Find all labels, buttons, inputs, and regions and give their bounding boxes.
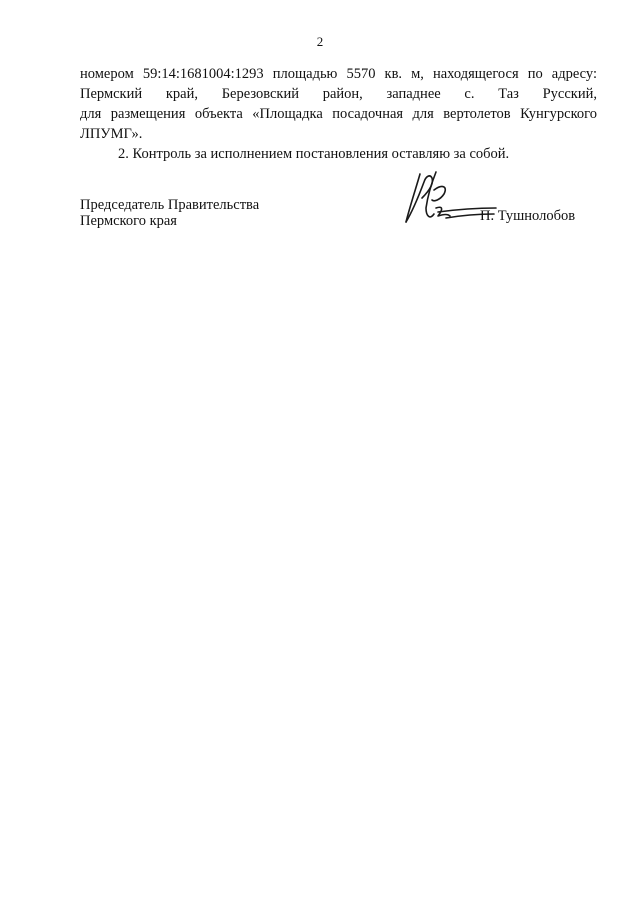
signatory-title: [80, 197, 259, 229]
paragraph-line: номером 59:14:1681004:1293 площадью 5570 кв. м, находящегося по адресу:: [80, 66, 597, 82]
paragraph-line: для размещения объекта «Площадка посадочная для вертолетов Кунгурского: [80, 106, 597, 122]
paragraph-line: 2. Контроль за исполнением постановления оставляю за собой.: [118, 146, 510, 162]
paragraph-line: Пермский край, Березовский район, западнее с. Таз Русский,: [80, 86, 597, 102]
signatory-name: П. Тушнолобов: [480, 208, 576, 224]
page-number: 2: [316, 34, 324, 49]
paragraph-line: ЛПУМГ».: [80, 126, 143, 142]
signatory-title-line: Председатель Правительства: [80, 197, 260, 213]
paragraph-control-clause: [118, 144, 598, 164]
paragraph-land-plot-description: [80, 64, 597, 144]
signatory-title-line: Пермского края: [80, 213, 177, 229]
